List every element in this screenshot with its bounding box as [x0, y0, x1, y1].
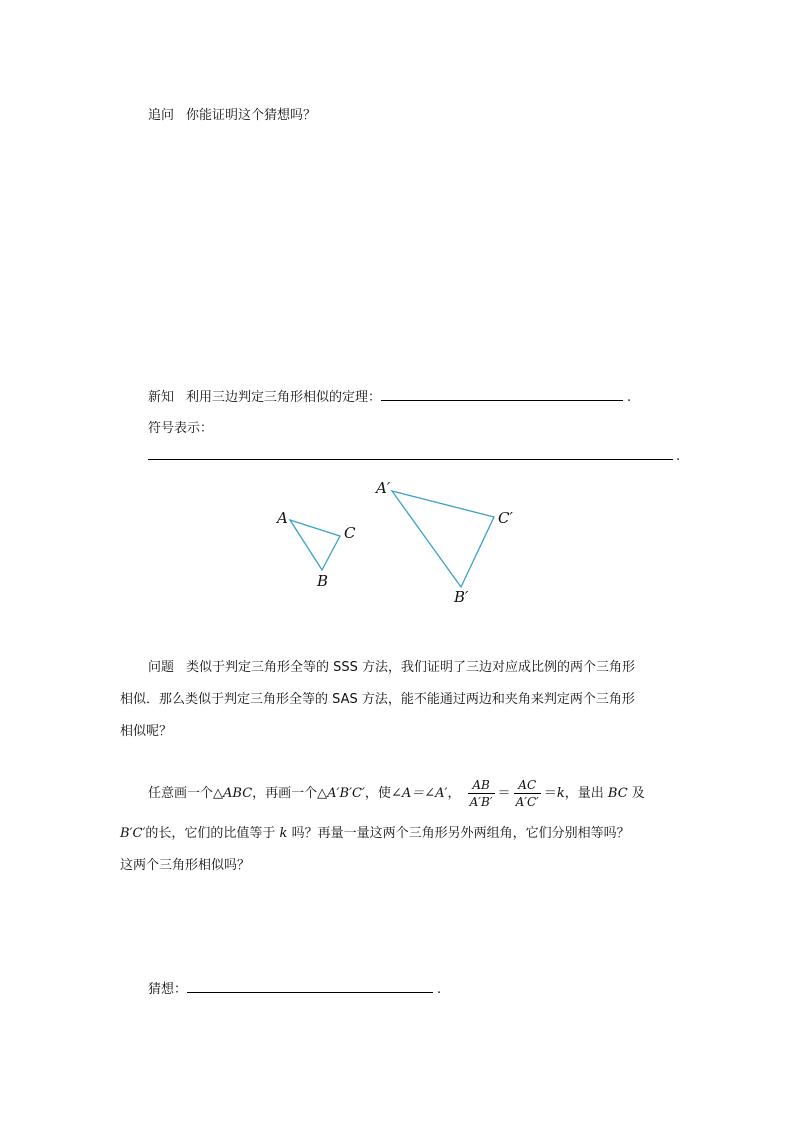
segment-b1c1: B′C′ [120, 826, 146, 841]
conjecture-blank[interactable] [187, 980, 433, 993]
task-text-6: 及 [627, 786, 645, 801]
equals-1: ＝ [497, 786, 511, 801]
task-text-7: 的长，它们的比值等于 [145, 826, 280, 841]
label-b: B [317, 572, 329, 590]
ratio-k: k [556, 786, 565, 801]
label-b-prime: B′ [454, 588, 469, 606]
problem-line-1 [148, 656, 635, 675]
followup-label: 追问 [148, 108, 175, 123]
symbol-blank[interactable] [148, 447, 673, 460]
task-line-2 [120, 822, 630, 841]
symbol-label: 符号表示： [148, 421, 214, 436]
theorem-end-mark: . [627, 390, 632, 405]
task-text-2: ，再画一个 [252, 786, 318, 801]
label-a: A [277, 509, 288, 527]
task-text-5: ，量出 [564, 786, 608, 801]
problem-line-3: 相似呢？ [120, 724, 173, 739]
symbol-blank-line [148, 447, 680, 464]
triangle-figure [0, 470, 794, 630]
triangle-a1b1c1-symbol: △A′B′C′ [317, 786, 365, 801]
conjecture-line [148, 978, 441, 997]
fraction-ab: $\frac{AB}{A'B'}$ [469, 778, 493, 809]
followup-text: 你能证明这个猜想吗？ [186, 108, 317, 123]
task-line-1 [148, 778, 645, 809]
triangle-a1b1c1 [392, 491, 494, 587]
angle-equality: ∠A＝∠A′ [390, 786, 448, 801]
ratio-k-2: k [279, 826, 288, 841]
new-knowledge-label: 新知 [148, 390, 175, 405]
theorem-blank[interactable] [381, 388, 623, 401]
conjecture-end-mark: . [437, 982, 442, 997]
conjecture-label: 猜想： [148, 982, 188, 997]
segment-bc: BC [607, 786, 628, 801]
triangle-abc [290, 520, 340, 570]
symbol-end-mark: . [676, 449, 681, 464]
equals-2: ＝ [543, 786, 557, 801]
followup-line [148, 104, 316, 123]
label-c-prime: C′ [498, 509, 513, 527]
new-knowledge-text: 利用三边判定三角形相似的定理： [186, 390, 382, 405]
task-line-3: 这两个三角形相似吗？ [120, 858, 251, 873]
label-a-prime: A′ [376, 479, 391, 497]
task-text-3: ，使 [364, 786, 391, 801]
task-text-1: 任意画一个 [148, 786, 214, 801]
label-c: C [344, 524, 356, 542]
task-text-8: 吗？再量一量这两个三角形另外两组角，它们分别相等吗？ [287, 826, 630, 841]
new-knowledge-line [148, 386, 631, 405]
fraction-ac: $\frac{AC}{A'C'}$ [515, 778, 539, 809]
problem-line-2: 相似．那么类似于判定三角形全等的 SAS 方法，能不能通过两边和夹角来判定两个三角形 [120, 692, 635, 707]
problem-text-1: 类似于判定三角形全等的 SSS 方法，我们证明了三边对应成比例的两个三角形 [186, 660, 636, 675]
triangle-abc-symbol: △ABC [213, 786, 253, 801]
problem-label: 问题 [148, 660, 175, 675]
task-text-4: ， [447, 786, 461, 801]
